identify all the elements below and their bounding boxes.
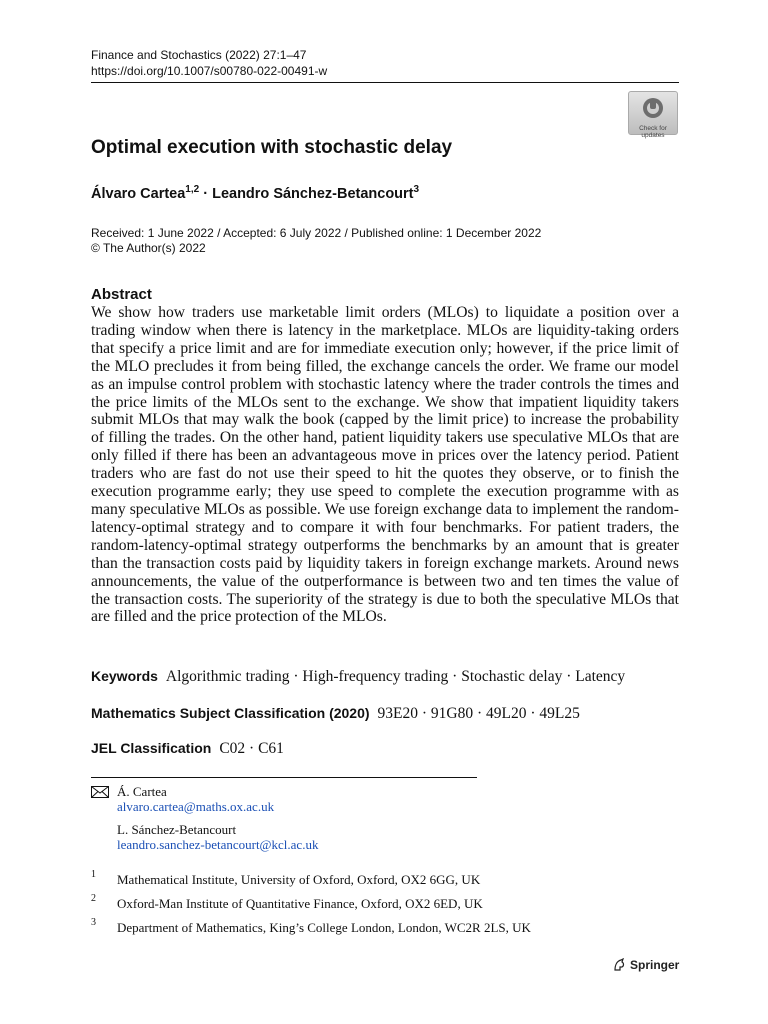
keywords-label: Keywords (91, 668, 158, 684)
author-list (91, 184, 419, 202)
footnote-divider (91, 777, 477, 778)
doi-link[interactable]: https://doi.org/10.1007/s00780-022-00491-w (91, 64, 328, 78)
publication-dates (91, 226, 541, 256)
running-header (91, 47, 327, 79)
springer-horse-icon (612, 958, 626, 972)
badge-label-line2: updates (641, 132, 665, 139)
keywords-value: Algorithmic trading · High-frequency trading · Stochastic delay · Latency (165, 668, 626, 685)
journal-citation: Finance and Stochastics (2022) 27:1–47 (91, 48, 307, 62)
author-name[interactable]: Leandro Sánchez-Betancourt (212, 185, 414, 202)
badge-label-line1: Check for (639, 125, 667, 132)
coauthor-name: L. Sánchez-Betancourt (117, 822, 237, 837)
affiliation-number: 1 (91, 869, 96, 880)
jel-line (91, 740, 284, 758)
copyright-line: © The Author(s) 2022 (91, 241, 206, 255)
author-name[interactable]: Álvaro Cartea (91, 185, 186, 202)
envelope-icon (91, 786, 109, 798)
affiliation-number: 2 (91, 893, 96, 904)
publisher-logo (612, 958, 679, 972)
author-affil-sup: 3 (413, 184, 420, 195)
affiliation-number: 3 (91, 917, 96, 928)
history-line: Received: 1 June 2022 / Accepted: 6 July 2022 / Published online: 1 December 2022 (91, 226, 542, 240)
header-divider (91, 82, 679, 83)
publisher-name: Springer (630, 958, 680, 972)
affiliation-text: Department of Mathematics, King’s College London, London, WC2R 2LS, UK (117, 920, 531, 935)
msc-value: 93E20 · 91G80 · 49L20 · 49L25 (377, 705, 580, 722)
abstract-text: We show how traders use marketable limit orders (MLOs) to liquidate a position over a trading window when there is latency in the marketplace. MLOs are liquidity-taking orders that specify a price limit and are for immediate execution only; however, if the price limit of the MLO precludes it from being filled, the exchange cancels the order. We frame our model as an impulse control problem with stochastic latency where the trader controls the times and the price limits of the MLOs sent to the exchange. We show that impatient liquidity takers submit MLOs that may walk the book (capped by the limit price) to increase the probability of filling the trades. On the other hand, patient liquidity takers use speculative MLOs that are only filled if there has been an advantageous move in prices over the latency period. Patient traders who are fast do not use their speed to hit the quotes they observe, or to finish the execution programme early; they use speed to complete the execution programme with as many speculative MLOs as possible. We use foreign exchange data to implement the random-latency-optimal strategy and to compare it with four benchmarks. For patient traders, the random-latency-optimal strategy outperforms the benchmarks by an amount that is greater than the transaction costs paid by liquidity takers in foreign exchange markets. Around news announcements, the value of the outperformance is between two and ten times the value of the transaction costs. The superiority of the strategy is due to both the speculative MLOs that are filled and the price protection of the MLOs. (91, 304, 679, 626)
paper-title: Optimal execution with stochastic delay (91, 137, 453, 158)
affiliation-text: Oxford-Man Institute of Quantitative Finance, Oxford, OX2 6ED, UK (117, 896, 483, 911)
jel-label: JEL Classification (91, 740, 212, 756)
author-separator: · (199, 185, 213, 202)
corresponding-author-name: Á. Cartea (117, 784, 167, 799)
msc-label: Mathematics Subject Classification (2020) (91, 705, 370, 721)
check-for-updates-badge[interactable] (628, 91, 678, 139)
corresponding-author-email[interactable]: alvaro.cartea@maths.ox.ac.uk (117, 799, 275, 814)
affiliation-text: Mathematical Institute, University of Oxford, Oxford, OX2 6GG, UK (117, 872, 481, 887)
author-affil-sup: 1,2 (185, 184, 200, 195)
check-updates-icon (641, 96, 665, 120)
keywords-line (91, 668, 625, 686)
jel-value: C02 · C61 (219, 740, 284, 757)
abstract-heading: Abstract (91, 286, 152, 303)
msc-line (91, 705, 580, 723)
coauthor-email[interactable]: leandro.sanchez-betancourt@kcl.ac.uk (117, 837, 319, 852)
